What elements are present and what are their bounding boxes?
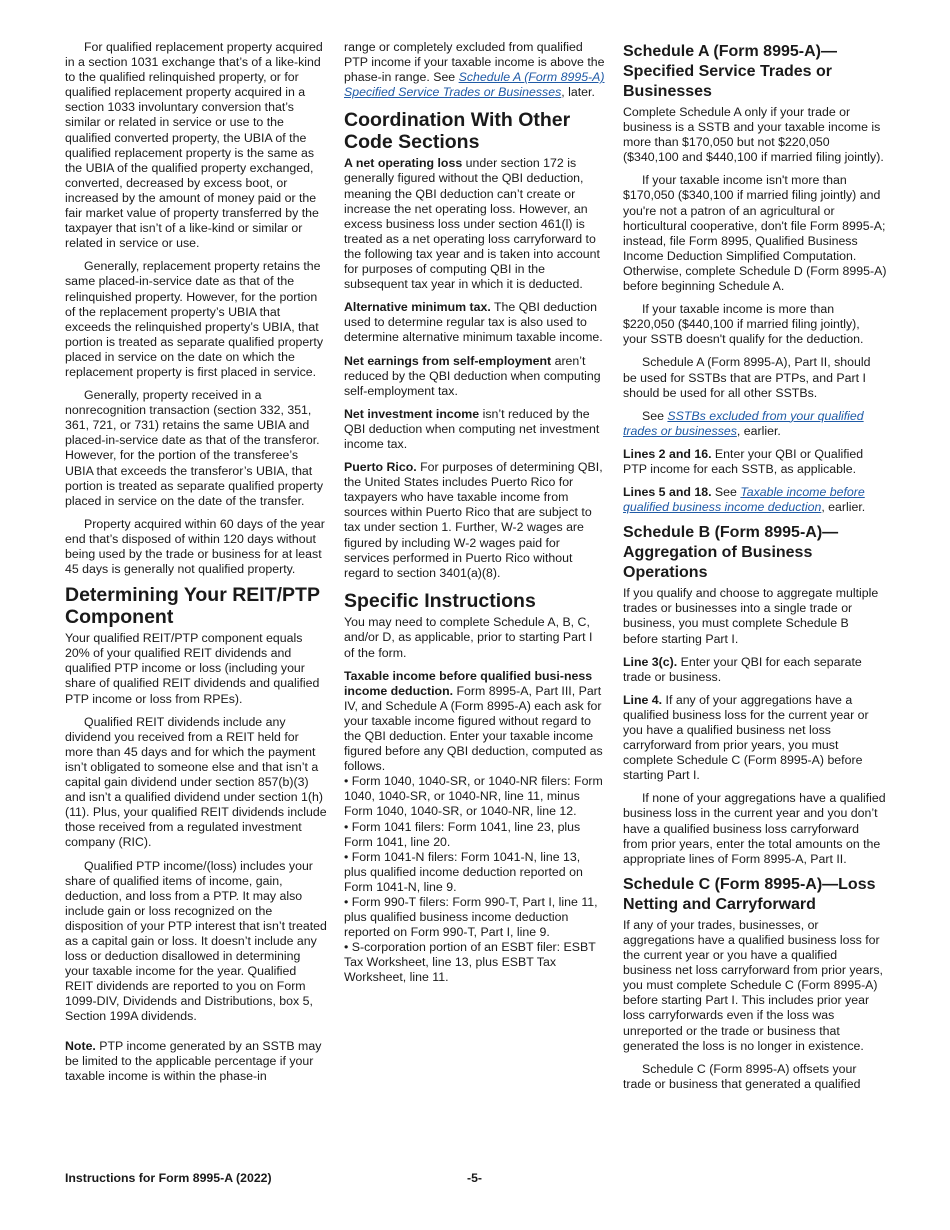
heading-specific-instructions: Specific Instructions: [344, 589, 536, 612]
run-in-heading: Net investment income: [344, 406, 480, 421]
run-in-heading: Lines 2 and 16.: [623, 446, 712, 461]
heading-schedule-c: Schedule C (Form 8995-A)—Loss Netting and Carryforward: [623, 875, 876, 913]
text: , earlier.: [736, 423, 781, 438]
heading-schedule-b: Schedule B (Form 8995-A)—Aggregation of Business Operations: [623, 524, 839, 582]
column-2: [344, 40, 606, 986]
paragraph: [623, 693, 887, 784]
text: See: [642, 408, 668, 423]
text: For purposes of determining QBI, the United States includes Puerto Rico for taxpayers who have taxable income from sources within Puerto Rico that are subject to tax under section 1. Further, W-2 wages are figured by including W-2 wages paid for services performed in Puerto Rico without regard to section 3401(a)(8).: [344, 460, 603, 580]
paragraph: Schedule A (Form 8995-A), Part II, should be used for SSTBs that are PTPs, and Part I should be used for all other SSTBs.: [623, 355, 871, 400]
paragraph: [344, 300, 606, 345]
footer-form-title: Instructions for Form 8995-A (2022): [65, 1171, 272, 1185]
paragraph: [344, 407, 606, 452]
paragraph: [344, 156, 606, 292]
list-item: • Form 990-T filers: Form 990-T, Part I, line 11, plus qualified business income deduction reported on Form 990-T, Part I, line 9.: [344, 895, 598, 940]
run-in-heading: Alternative minimum tax.: [344, 300, 491, 315]
text: See: [711, 485, 741, 500]
paragraph: Qualified PTP income/(loss) includes your share of qualified items of income, gain, deduction, and loss from a PTP. It may also include gain or loss recognized on the disposition of your PTP interest that isn’t treated as a capital gain or loss. It doesn’t include any loss or deduction disallowed in determining your taxable income for the year. Qualified REIT dividends are reported to you on Form 1099-DIV, Dividends and Distributions, box 5, Section 199A dividends.: [65, 858, 327, 1024]
link-schedule-a[interactable]: Schedule A (Form 8995-A) Specified Service Trades or Businesses: [344, 70, 605, 100]
run-in-heading: Lines 5 and 18.: [623, 485, 712, 500]
run-in-heading: Line 3(c).: [623, 654, 678, 669]
paragraph: Your qualified REIT/PTP component equals 20% of your qualified REIT dividends and qualified PTP income or loss (including your share of qualified REIT dividends and qualified PTP income or loss from RPEs).: [65, 631, 320, 706]
note-paragraph: [65, 1039, 327, 1084]
note-text: PTP income generated by an SSTB may be limited to the applicable percentage if your taxable income is within the phase-in: [65, 1038, 322, 1083]
paragraph: Generally, replacement property retains the same placed-in-service date as that of the relinquished property. However, for the portion of the replacement property’s UBIA that exceeds the relinquished property’s UBIA, that portion is treated as separate qualified property placed in service on the date on which the replacement property is first placed in service.: [65, 259, 324, 379]
column-3: [623, 40, 887, 1100]
paragraph: For qualified replacement property acquired in a section 1031 exchange that’s of a like-kind to the qualified relinquished property, or for qualified replacement property acquired in a section 1033 involuntary conversion that’s similar or related in service or use to the qualified converted property, the UBIA of the qualified replacement property is the same as the UBIA of the qualified property exchanged, converted, decreased by excess boot, or increased by the amount of money paid or the fair market value of property transferred by the taxpayer that isn’t of a like-kind or similar or related in service or use.: [65, 40, 323, 251]
paragraph: Complete Schedule A only if your trade or business is a SSTB and your taxable income is more than $170,050 but not $220,050 ($340,100 and $440,100 if married filing jointly).: [623, 105, 884, 165]
heading-coordination: Coordination With Other Code Sections: [344, 109, 571, 153]
paragraph: You may need to complete Schedule A, B, C, and/or D, as applicable, prior to starting Part I of the form.: [344, 615, 593, 660]
run-in-heading: A net operating loss: [344, 156, 463, 171]
paragraph: [623, 447, 887, 477]
text: isn’t reduced by the QBI deduction when computing net investment income tax.: [344, 406, 600, 451]
paragraph: Schedule C (Form 8995-A) offsets your trade or business that generated a qualified: [623, 1061, 861, 1091]
paragraph: [623, 485, 887, 515]
link-sstbs-excluded[interactable]: SSTBs excluded from your qualified trades or businesses: [623, 408, 864, 438]
list-item: • Form 1041 filers: Form 1041, line 23, plus Form 1041, line 20.: [344, 819, 581, 849]
link-taxable-income[interactable]: Taxable income before qualified business income deduction: [623, 485, 865, 515]
paragraph: [344, 354, 606, 399]
paragraph: [344, 460, 606, 581]
column-1: [65, 40, 327, 1092]
list-item: • Form 1040, 1040-SR, or 1040-NR filers: Form 1040, 1040-SR, or 1040-NR, line 11, minus Form 1040, 1040-SR, or 1040-NR, line 12.: [344, 774, 603, 819]
paragraph: If any of your trades, businesses, or aggregations have a qualified business loss for the current year or you have a qualified business net loss carryforward from prior years, you must complete Schedule C (Form 8995-A) before starting Part I. This includes prior year loss carryforwards even if the loss was unreported or the trade or business that generated the loss is no longer in existence.: [623, 917, 883, 1053]
text: Enter your QBI for each separate trade or business.: [623, 654, 862, 684]
run-in-heading: Line 4.: [623, 692, 663, 707]
text: , earlier.: [821, 500, 866, 515]
paragraph: If none of your aggregations have a qualified business loss in the current year and you don’t have a qualified business loss carryforward from prior years, enter the total amounts on the appropriate lines of Form 8995-A, Part II.: [623, 791, 886, 866]
footer-page-number: -5-: [467, 1171, 483, 1185]
paragraph: If your taxable income is more than $220,050 ($440,100 if married filing jointly), your SSTB doesn't qualify for the deduction.: [623, 302, 864, 347]
list-item: • S-corporation portion of an ESBT filer: ESBT Tax Worksheet, line 13, plus ESBT Tax Worksheet, line 11.: [344, 940, 596, 985]
run-in-heading: Taxable income before qualified busi-ness income deduction.: [344, 668, 593, 698]
paragraph: [344, 40, 606, 100]
paragraph: If you qualify and choose to aggregate multiple trades or businesses into a single trade or business, you must complete Schedule B before starting Part I.: [623, 586, 879, 646]
note-label: Note.: [65, 1038, 96, 1053]
text: under section 172 is generally figured without the QBI deduction, meaning the QBI deduction can’t create or increase the net operating loss. However, an excess business loss under section 461(l) is treated as a net operating loss carryforward to the following tax year and is taken into account for purposes of computing QBI in the subsequent tax year in which it is deducted.: [344, 156, 600, 292]
paragraph: [344, 669, 606, 775]
heading-reit-ptp: Determining Your REIT/PTP Component: [65, 584, 320, 628]
text: Enter your QBI or Qualified PTP income for each SSTB, as applicable.: [623, 446, 864, 476]
text: , later.: [561, 85, 595, 100]
text: Form 8995-A, Part III, Part IV, and Schedule A (Form 8995-A) each ask for your taxable income figured without regard to the QBI deduction. Enter your taxable income figured before any QBI deduction, computed as follows.: [344, 683, 603, 774]
paragraph: [623, 409, 887, 439]
paragraph: Generally, property received in a nonrecognition transaction (section 332, 351, 361, 721, or 731) retains the same UBIA and placed-in-service date as that of the transferor. However, for the portion of the transferee’s UBIA that exceeds the transferor’s UBIA, that portion is treated as separate qualified property placed in service on the date of the transfer.: [65, 388, 324, 508]
text: The QBI deduction used to determine regular tax is also used to determine alternative minimum taxable income.: [344, 300, 603, 345]
heading-schedule-a: Schedule A (Form 8995-A)—Specified Service Trades or Businesses: [623, 43, 837, 100]
text: aren’t reduced by the QBI deduction when computing self-employment tax.: [344, 353, 601, 398]
paragraph: If your taxable income isn't more than $170,050 ($340,100 if married filing jointly) and you're not a patron of an agricultural or horticultural cooperative, don't file Form 8995-A; instead, file Form 8995, Qualified Business Income Deduction Simplified Computation. Otherwise, complete Schedule D (Form 8995-A) before beginning Schedule A.: [623, 173, 887, 294]
text: If any of your aggregations have a qualified business loss for the current year or you have a qualified business net loss carryforward from prior years, you must complete Schedule C (Form 8995-A) before starting Part I.: [623, 692, 869, 783]
paragraph: Property acquired within 60 days of the year end that’s disposed of within 120 days without being used by the trade or business for at least 45 days is generally not qualified property.: [65, 516, 325, 577]
text: range or completely excluded from qualified PTP income if your taxable income is above the phase-in range. See: [344, 40, 605, 85]
paragraph: Qualified REIT dividends include any dividend you received from a REIT held for more than 45 days and for which the payment isn’t obligated to someone else and that isn’t a capital gain dividend under section 857(b)(3) and isn’t a qualified dividend under section 1(h)(11). Plus, your qualified REIT dividends include those received from a regulated investment company (RIC).: [65, 714, 327, 850]
run-in-heading: Puerto Rico.: [344, 460, 417, 475]
run-in-heading: Net earnings from self-employment: [344, 353, 552, 368]
list-item: • Form 1041-N filers: Form 1041-N, line 13, plus qualified income deduction reported on Form 1041-N, line 9.: [344, 849, 583, 894]
paragraph: [623, 655, 887, 685]
